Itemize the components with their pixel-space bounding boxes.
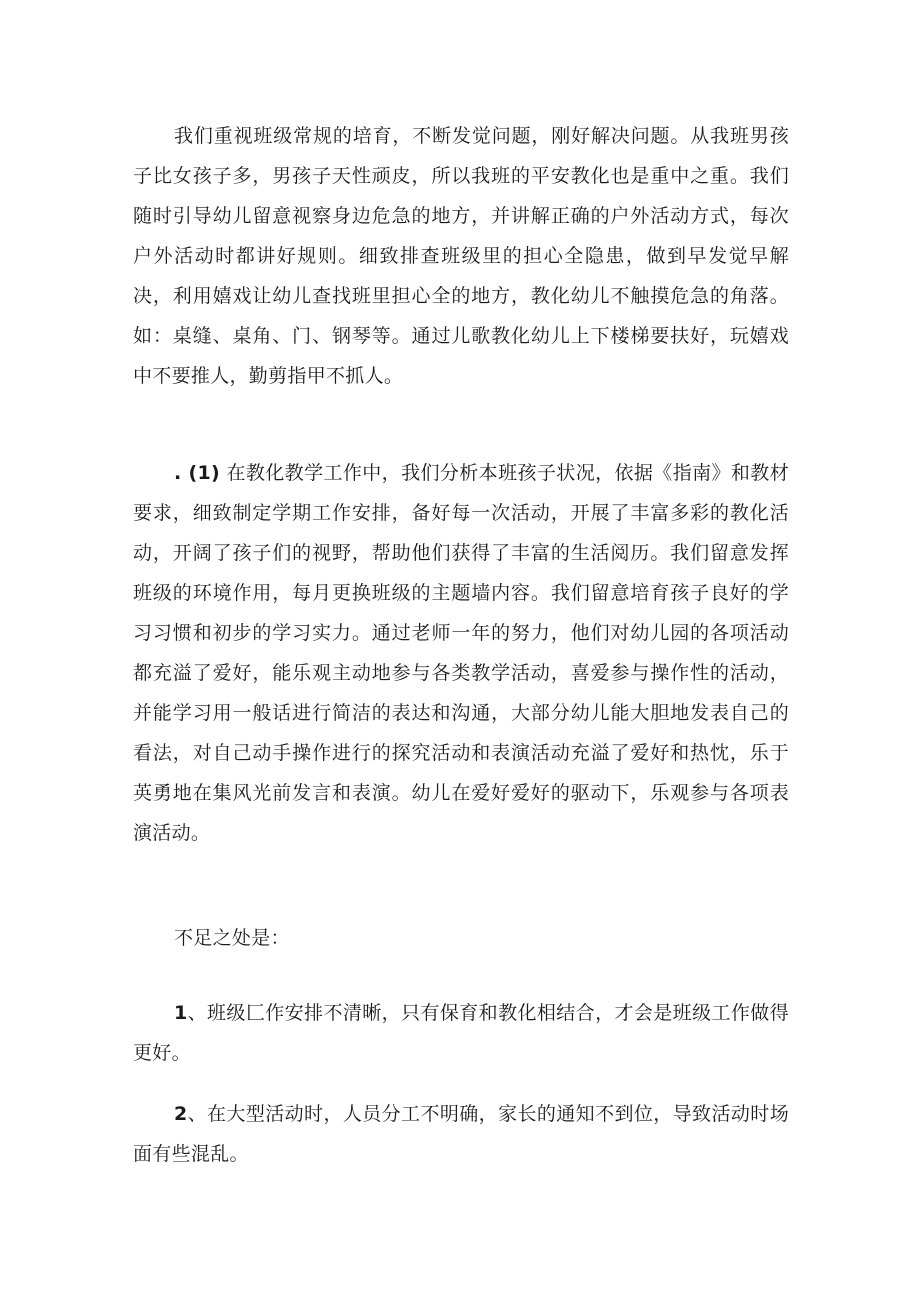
item-text: 、在大型活动时，人员分工不明确，家长的通知不到位，导致活动时场面有些混乱。	[133, 1103, 789, 1165]
heading-text: 不足之处是：	[174, 927, 290, 949]
shortcoming-item-1	[133, 993, 789, 1073]
shortcomings-heading	[133, 918, 789, 958]
paragraph-text: 在教化教学工作中，我们分析本班孩子状况，依据《指南》和教材要求，细致制定学期工作安排，备好每一次活动，开展了丰富多彩的教化活动，开阔了孩子们的视野，帮助他们获得了丰富的生活阅历。我们留意发挥班级的环境作用，每月更换班级的主题墙内容。我们留意培育孩子良好的学习习惯和初步的学习实力。通过老师一年的努力，他们对幼儿园的各项活动都充溢了爱好，能乐观主动地参与各类教学活动，喜爱参与操作性的活动，并能学习用一般话进行简洁的表达和沟通，大部分幼儿能大胆地发表自己的看法，对自己动手操作进行的探究活动和表演活动充溢了爱好和热忱，乐于英勇地在集风光前发言和表演。幼儿在爱好爱好的驱动下，乐观参与各项表演活动。	[133, 462, 790, 844]
paragraph-number: . (1)	[174, 462, 221, 484]
paragraph-safety-education	[133, 116, 789, 396]
item-text: 、班级匚作安排不清晰，只有保育和教化相结合，才会是班级工作做得更好。	[133, 1002, 789, 1064]
paragraph-teaching-work	[133, 453, 789, 853]
item-number: 1	[174, 1002, 188, 1024]
shortcoming-item-2	[133, 1094, 789, 1174]
paragraph-text: 我们重视班级常规的培育，不断发觉问题，刚好解决问题。从我班男孩子比女孩子多，男孩子天性顽皮，所以我班的平安教化也是重中之重。我们随时引导幼儿留意视察身边危急的地方，并讲解正确的户外活动方式，每次户外活动时都讲好规则。细致排查班级里的担心全隐患，做到早发觉早解决，利用嬉戏让幼儿查找班里担心全的地方，教化幼儿不触摸危急的角落。如：桌缝、桌角、门、钢琴等。通过儿歌教化幼儿上下楼梯要扶好，玩嬉戏中不要推人，勤剪指甲不抓人。	[133, 125, 789, 387]
item-number: 2	[174, 1103, 188, 1125]
